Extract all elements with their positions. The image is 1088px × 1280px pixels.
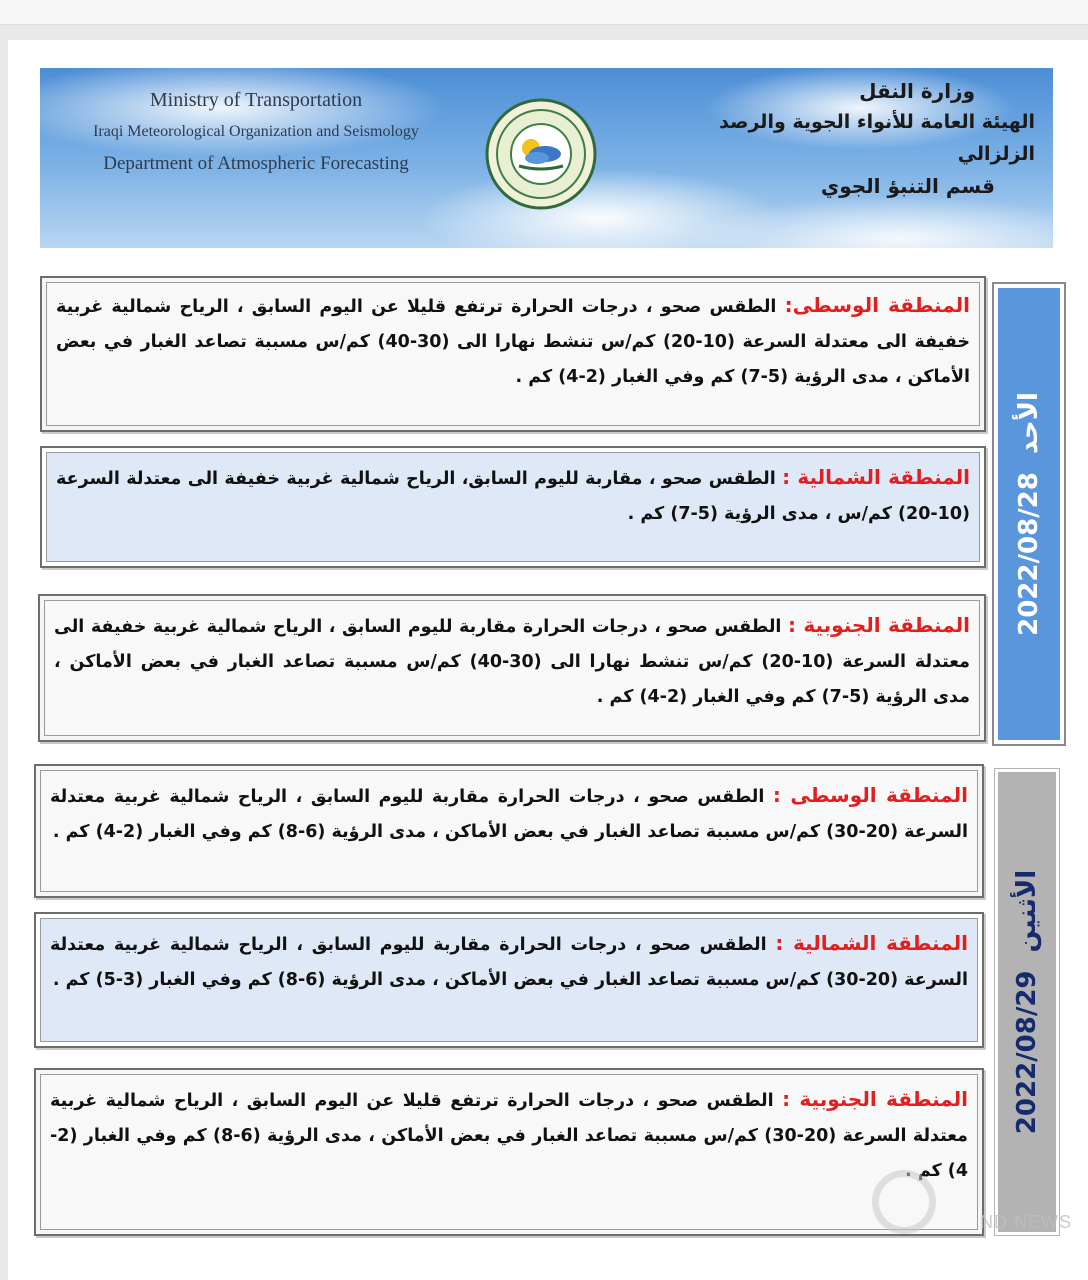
- header-banner: [40, 68, 1053, 248]
- region-title: المنطقة الوسطى :: [772, 783, 968, 807]
- region-title: المنطقة الشمالية :: [775, 931, 968, 955]
- organization-logo-icon: [485, 98, 597, 210]
- header-en-ministry: Ministry of Transportation: [149, 89, 363, 111]
- region-title: المنطقة الجنوبية :: [782, 1087, 969, 1111]
- forecast-box-day2-north: [34, 912, 984, 1048]
- forecast-text: الطقس صحو ، درجات الحرارة ترتفع قليلا عن اليوم السابق ، الرياح شمالية غربية خفيفة الى معتدلة السرعة (10-20) كم/س تنشط نهارا الى (30-40) كم/س مسببة تصاعد الغبار في بعض الأماكن ، مدى الرؤية (5-7) كم وفي الغبار (2-4) كم .: [56, 297, 970, 387]
- watermark-text: ND NEWS: [980, 1212, 1072, 1232]
- header-ar-organization: الهيئة العامة للأنواء الجوية والرصد الزلزالي: [719, 111, 1035, 165]
- day2-date-bar: [994, 768, 1060, 1236]
- region-title: المنطقة الجنوبية :: [787, 613, 970, 637]
- day2-day: الأثنين: [1012, 869, 1043, 953]
- forecast-box-day2-south: [34, 1068, 984, 1236]
- day1-day: الأحد: [1014, 392, 1044, 455]
- top-bar: [0, 0, 1088, 25]
- header-ar-ministry: وزارة النقل: [859, 79, 975, 103]
- forecast-box-day1-central: [40, 276, 986, 432]
- forecast-text: الطقس صحو ، مقاربة لليوم السابق، الرياح شمالية غربية خفيفة الى معتدلة السرعة (10-20) كم/س ، مدى الرؤية (5-7) كم .: [56, 469, 970, 524]
- forecast-text: الطقس صحو ، درجات الحرارة مقاربة لليوم السابق ، الرياح شمالية غربية معتدلة السرعة (20-30) كم/س مسببة تصاعد الغبار في بعض الأماكن ، مدى الرؤية (6-8) كم وفي الغبار (3-5) كم .: [50, 935, 968, 990]
- region-title: المنطقة الشمالية :: [782, 465, 971, 489]
- forecast-text: الطقس صحو ، درجات الحرارة مقاربة لليوم السابق ، الرياح شمالية غربية خفيفة الى معتدلة السرعة (10-20) كم/س تنشط نهارا الى (30-40) كم/س مسببة تصاعد الغبار في بعض الأماكن ، مدى الرؤية (5-7) كم وفي الغبار (2-4) كم .: [54, 617, 971, 707]
- day2-label: [1012, 870, 1042, 1134]
- day1-date: 2022/08/28: [1014, 472, 1044, 636]
- header-ar-department: قسم التنبؤ الجوي: [820, 174, 995, 198]
- header-english: [46, 84, 466, 180]
- forecast-box-day1-south: [38, 594, 986, 742]
- header-en-organization: Iraqi Meteorological Organization and Seismology: [93, 123, 419, 140]
- forecast-box-day2-central: [34, 764, 984, 898]
- header-arabic: [705, 76, 1035, 202]
- day1-date-bar: [992, 282, 1066, 746]
- watermark-logo-icon: [872, 1170, 936, 1234]
- forecast-text: الطقس صحو ، درجات الحرارة ترتفع قليلا عن اليوم السابق ، الرياح شمالية غربية معتدلة السرعة (20-30) كم/س مسببة تصاعد الغبار في بعض الأماكن ، مدى الرؤية (6-8) كم وفي الغبار (2-4) كم .: [50, 1091, 968, 1181]
- day2-date: 2022/08/29: [1012, 970, 1043, 1135]
- region-title: المنطقة الوسطى:: [784, 293, 970, 317]
- forecast-box-day1-north: [40, 446, 986, 568]
- forecast-text: الطقس صحو ، درجات الحرارة مقاربة لليوم السابق ، الرياح شمالية غربية معتدلة السرعة (20-30) كم/س مسببة تصاعد الغبار في بعض الأماكن ، مدى الرؤية (6-8) كم وفي الغبار (2-4) كم .: [50, 787, 968, 842]
- day1-label: [1014, 392, 1044, 636]
- header-en-department: Department of Atmospheric Forecasting: [103, 153, 409, 174]
